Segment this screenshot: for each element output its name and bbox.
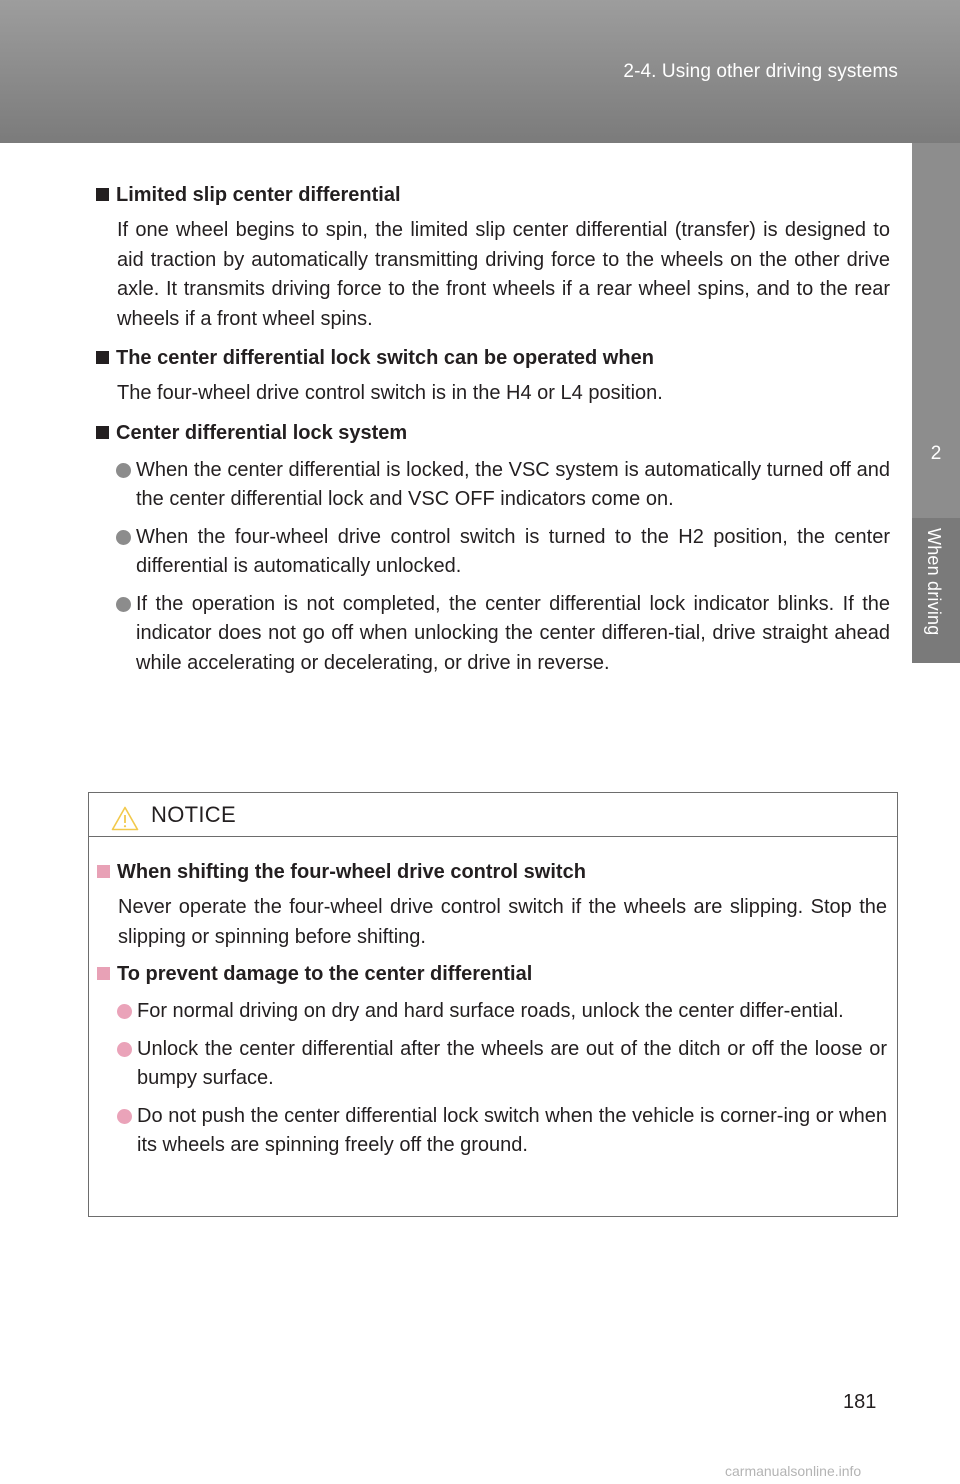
notice-paragraph: Never operate the four-wheel drive control switch if the wheels are slipping. Stop the slipping or spinning before shifting.: [118, 896, 887, 948]
section-paragraph: The four-wheel drive control switch is in the H4 or L4 position.: [117, 382, 663, 404]
notice-box: [88, 792, 898, 1217]
chapter-side-tab: [912, 143, 960, 1484]
square-bullet-icon: [97, 865, 110, 878]
square-bullet-icon: [96, 426, 109, 439]
main-content: [96, 180, 890, 678]
round-bullet-icon: [117, 1042, 132, 1057]
notice-body: [97, 857, 887, 1161]
section-paragraph: If one wheel begins to spin, the limited slip center differential (transfer) is designed to aid traction by automatically transmitting driving force to the wheels on the other drive axle. It transmits driving force to the front wheels if a rear wheel spins, and to the rear wheels if a front wheel spins.: [117, 219, 890, 330]
warning-triangle-icon: [111, 806, 139, 831]
chapter-number: 2: [930, 443, 942, 464]
notice-list-item: Unlock the center differential after the wheels are out of the ditch or off the loose or bumpy surface.: [97, 1035, 887, 1094]
chapter-title: 2-4. Using other driving systems: [623, 61, 898, 82]
notice-section-heading: To prevent damage to the center differential: [97, 959, 887, 989]
square-bullet-icon: [96, 351, 109, 364]
round-bullet-icon: [116, 463, 131, 478]
list-item: If the operation is not completed, the center differential lock indicator blinks. If the indicator does not go off when unlocking the center differen-tial, drive straight ahead while accelerating or decelerating, or drive in reverse.: [96, 590, 890, 679]
section-heading: Center differential lock system: [96, 418, 890, 448]
notice-header: [89, 793, 897, 837]
round-bullet-icon: [117, 1109, 132, 1124]
chapter-label: When driving: [924, 528, 944, 636]
section-heading: The center differential lock switch can be operated when: [96, 343, 890, 373]
list-item: When the four-wheel drive control switch is turned to the H2 position, the center differential is automatically unlocked.: [96, 523, 890, 582]
notice-list-item: Do not push the center differential lock switch when the vehicle is corner-ing or when its wheels are spinning freely off the ground.: [97, 1102, 887, 1161]
notice-title: NOTICE: [151, 802, 236, 827]
round-bullet-icon: [117, 1004, 132, 1019]
section-heading: Limited slip center differential: [96, 180, 890, 210]
round-bullet-icon: [116, 597, 131, 612]
notice-list-item: For normal driving on dry and hard surface roads, unlock the center differ-ential.: [97, 997, 887, 1027]
square-bullet-icon: [96, 188, 109, 201]
page-number: 181: [843, 1391, 877, 1413]
page-header: [0, 0, 960, 143]
square-bullet-icon: [97, 967, 110, 980]
round-bullet-icon: [116, 530, 131, 545]
notice-section-heading: When shifting the four-wheel drive control switch: [97, 857, 887, 887]
list-item: When the center differential is locked, the VSC system is automatically turned off and the center differential lock and VSC OFF indicators come on.: [96, 456, 890, 515]
watermark-text: carmanualsonline.info: [725, 1463, 862, 1479]
